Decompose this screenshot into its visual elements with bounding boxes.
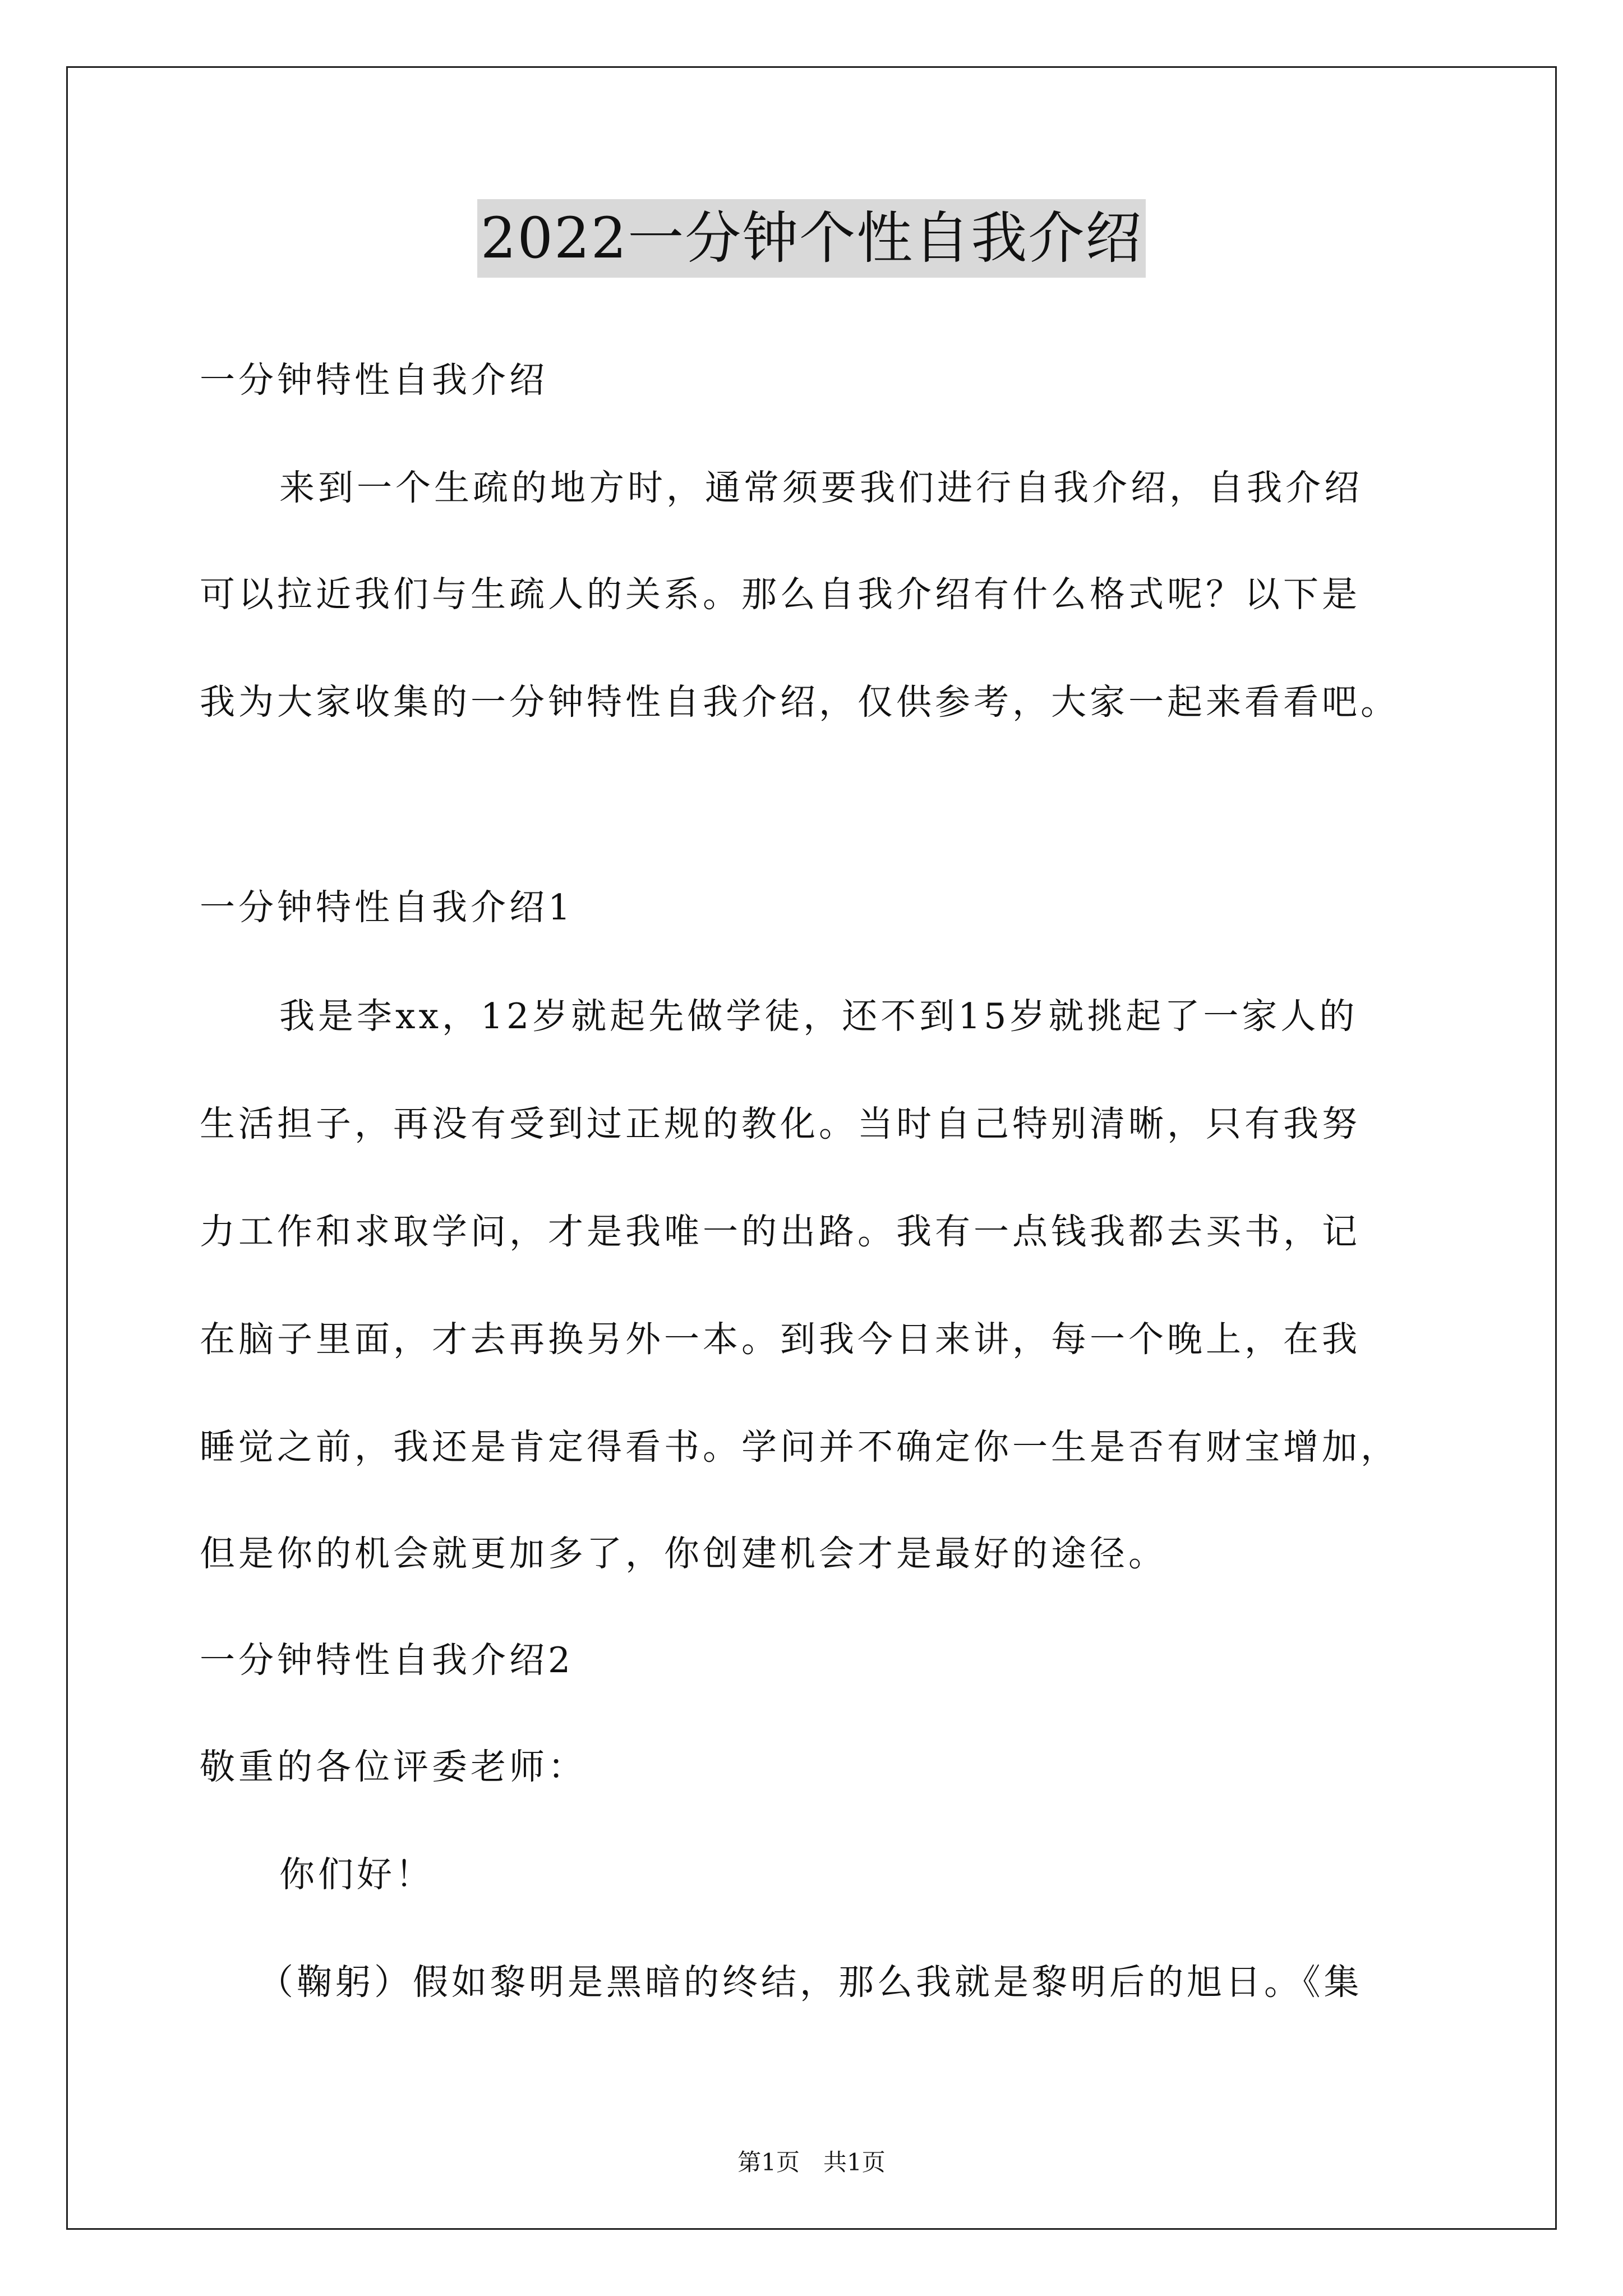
paragraph-line: 我为大家收集的一分钟特性自我介绍，仅供参考，大家一起来看看吧。 xyxy=(200,682,1399,723)
title-container xyxy=(0,199,1623,278)
paragraph-line: 来到一个生疏的地方时，通常须要我们进行自我介绍，自我介绍 xyxy=(279,467,1363,508)
paragraph-line: （鞠躬）假如黎明是黑暗的终结，那么我就是黎明后的旭日。《集 xyxy=(258,1962,1363,2003)
paragraph-line: 我是李xx，12岁就起先做学徒，还不到15岁就挑起了一家人的 xyxy=(279,996,1358,1037)
section-heading: 一分钟特性自我介绍2 xyxy=(200,1640,574,1681)
paragraph-line: 可以拉近我们与生疏人的关系。那么自我介绍有什么格式呢？以下是 xyxy=(200,574,1361,615)
paragraph-line: 睡觉之前，我还是肯定得看书。学问并不确定你一生是否有财宝增加， xyxy=(200,1427,1399,1467)
document-title: 2022一分钟个性自我介绍 xyxy=(477,199,1146,278)
paragraph-line: 生活担子，再没有受到过正规的教化。当时自己特别清晰，只有我努 xyxy=(200,1103,1361,1144)
page-footer: 第1页 共1页 xyxy=(737,2148,886,2176)
salutation: 敬重的各位评委老师： xyxy=(200,1746,587,1787)
paragraph-line: 在脑子里面，才去再换另外一本。到我今日来讲，每一个晚上，在我 xyxy=(200,1319,1361,1360)
greeting: 你们好！ xyxy=(279,1854,434,1895)
paragraph-line: 力工作和求取学问，才是我唯一的出路。我有一点钱我都去买书，记 xyxy=(200,1211,1361,1252)
section-heading: 一分钟特性自我介绍 xyxy=(200,360,548,401)
section-heading: 一分钟特性自我介绍1 xyxy=(200,887,574,928)
paragraph-line: 但是你的机会就更加多了，你创建机会才是最好的途径。 xyxy=(200,1533,1167,1574)
